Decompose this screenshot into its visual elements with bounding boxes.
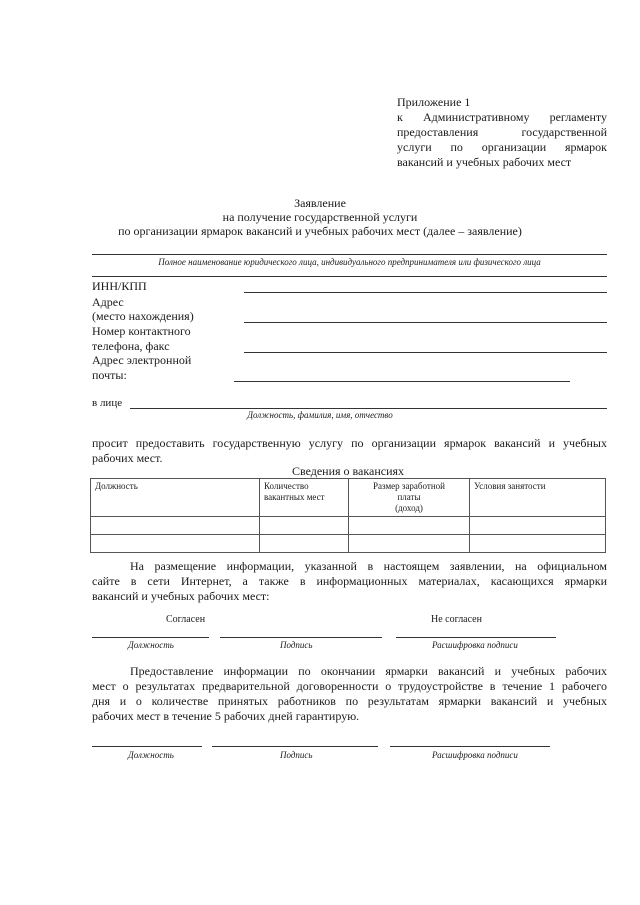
col-salary-label-3: (доход) (395, 503, 423, 513)
represented-by-field[interactable] (130, 408, 607, 409)
position-caption-1: Должность (128, 640, 174, 650)
applicant-name-line-2[interactable] (92, 276, 607, 277)
phone-field[interactable] (244, 352, 607, 353)
document-title: Заявление (294, 196, 346, 210)
appendix-line-2: к Административному регламенту (397, 110, 607, 124)
address-label-2: (место нахождения) (92, 309, 194, 323)
inn-kpp-label: ИНН/КПП (92, 279, 147, 293)
address-field[interactable] (244, 322, 607, 323)
appendix-line-3: предоставления государственной (397, 125, 607, 139)
col-quantity-label-2: вакантных мест (264, 492, 325, 502)
signature-caption-1: Подпись (280, 640, 313, 650)
applicant-name-caption: Полное наименование юридического лица, индивидуального предпринимателя или физического лица (158, 257, 541, 267)
consent-text-line-2: сайте в сети Интернет, а также в информационных материалах, касающихся ярмарки (92, 574, 607, 588)
signature-line-1[interactable] (220, 637, 382, 638)
position-line-1[interactable] (92, 637, 209, 638)
represented-by-label: в лице (92, 397, 123, 409)
col-conditions-label: Условия занятости (474, 481, 546, 491)
guarantee-text-line-4: рабочих мест в течение 5 рабочих дней гарантирую. (92, 709, 360, 723)
decoding-caption-2: Расшифровка подписи (432, 750, 518, 760)
guarantee-text-line-1: Предоставление информации по окончании ярмарки вакансий и учебных рабочих (130, 664, 607, 678)
email-label-2: почты: (92, 368, 127, 382)
document-subtitle-1: на получение государственной услуги (222, 210, 418, 224)
table-row (91, 517, 606, 535)
consent-text-line-3: вакансий и учебных рабочих мест: (92, 589, 270, 603)
phone-label: Номер контактного (92, 324, 191, 338)
signature-line-2[interactable] (212, 746, 378, 747)
table-cell[interactable] (260, 517, 349, 535)
position-line-2[interactable] (92, 746, 202, 747)
signature-caption-2: Подпись (280, 750, 313, 760)
col-salary-header (349, 479, 470, 517)
col-position-header (91, 479, 260, 517)
position-fullname-caption: Должность, фамилия, имя, отчество (247, 410, 393, 420)
email-label: Адрес электронной (92, 353, 192, 367)
decoding-line-2[interactable] (390, 746, 550, 747)
table-cell[interactable] (349, 535, 470, 553)
col-quantity-header (260, 479, 349, 517)
table-cell[interactable] (260, 535, 349, 553)
table-cell[interactable] (349, 517, 470, 535)
request-text-line-1: просит предоставить государственную услугу по организации ярмарок вакансий и учебных (92, 436, 607, 450)
table-row (91, 535, 606, 553)
consent-text-line-1: На размещение информации, указанной в настоящем заявлении, на официальном (130, 559, 607, 573)
applicant-name-line[interactable] (92, 254, 607, 255)
address-label: Адрес (92, 295, 124, 309)
disagree-option[interactable]: Не согласен (431, 614, 482, 625)
guarantee-text-line-2: мест о результатах предварительной договоренности о трудоустройстве в течение 1 рабочего (92, 679, 607, 693)
col-salary-label-1: Размер заработной (373, 481, 445, 491)
table-cell[interactable] (470, 517, 606, 535)
guarantee-text-line-3: дня и о количестве принятых работников по результатам ярмарки вакансий и учебных (92, 694, 607, 708)
appendix-line-1: Приложение 1 (397, 95, 471, 109)
vacancies-table-title: Сведения о вакансиях (291, 464, 405, 478)
phone-label-2: телефона, факс (92, 339, 170, 353)
decoding-line-1[interactable] (396, 637, 556, 638)
table-cell[interactable] (91, 535, 260, 553)
agree-option[interactable]: Согласен (166, 614, 206, 625)
table-cell[interactable] (91, 517, 260, 535)
appendix-line-4: услуги по организации ярмарок (397, 140, 607, 154)
col-conditions-header (470, 479, 606, 517)
inn-kpp-field[interactable] (244, 292, 607, 293)
col-position-label: Должность (95, 481, 138, 491)
col-salary-label-2: платы (397, 492, 421, 502)
document-subtitle-2: по организации ярмарок вакансий и учебных рабочих мест (далее – заявление) (118, 224, 522, 238)
position-caption-2: Должность (128, 750, 174, 760)
col-quantity-label-1: Количество (264, 481, 309, 491)
table-cell[interactable] (470, 535, 606, 553)
vacancies-table (90, 478, 606, 553)
decoding-caption-1: Расшифровка подписи (432, 640, 518, 650)
appendix-line-5: вакансий и учебных рабочих мест (397, 155, 572, 169)
request-text-line-2: рабочих мест. (92, 451, 163, 465)
email-field[interactable] (234, 381, 570, 382)
